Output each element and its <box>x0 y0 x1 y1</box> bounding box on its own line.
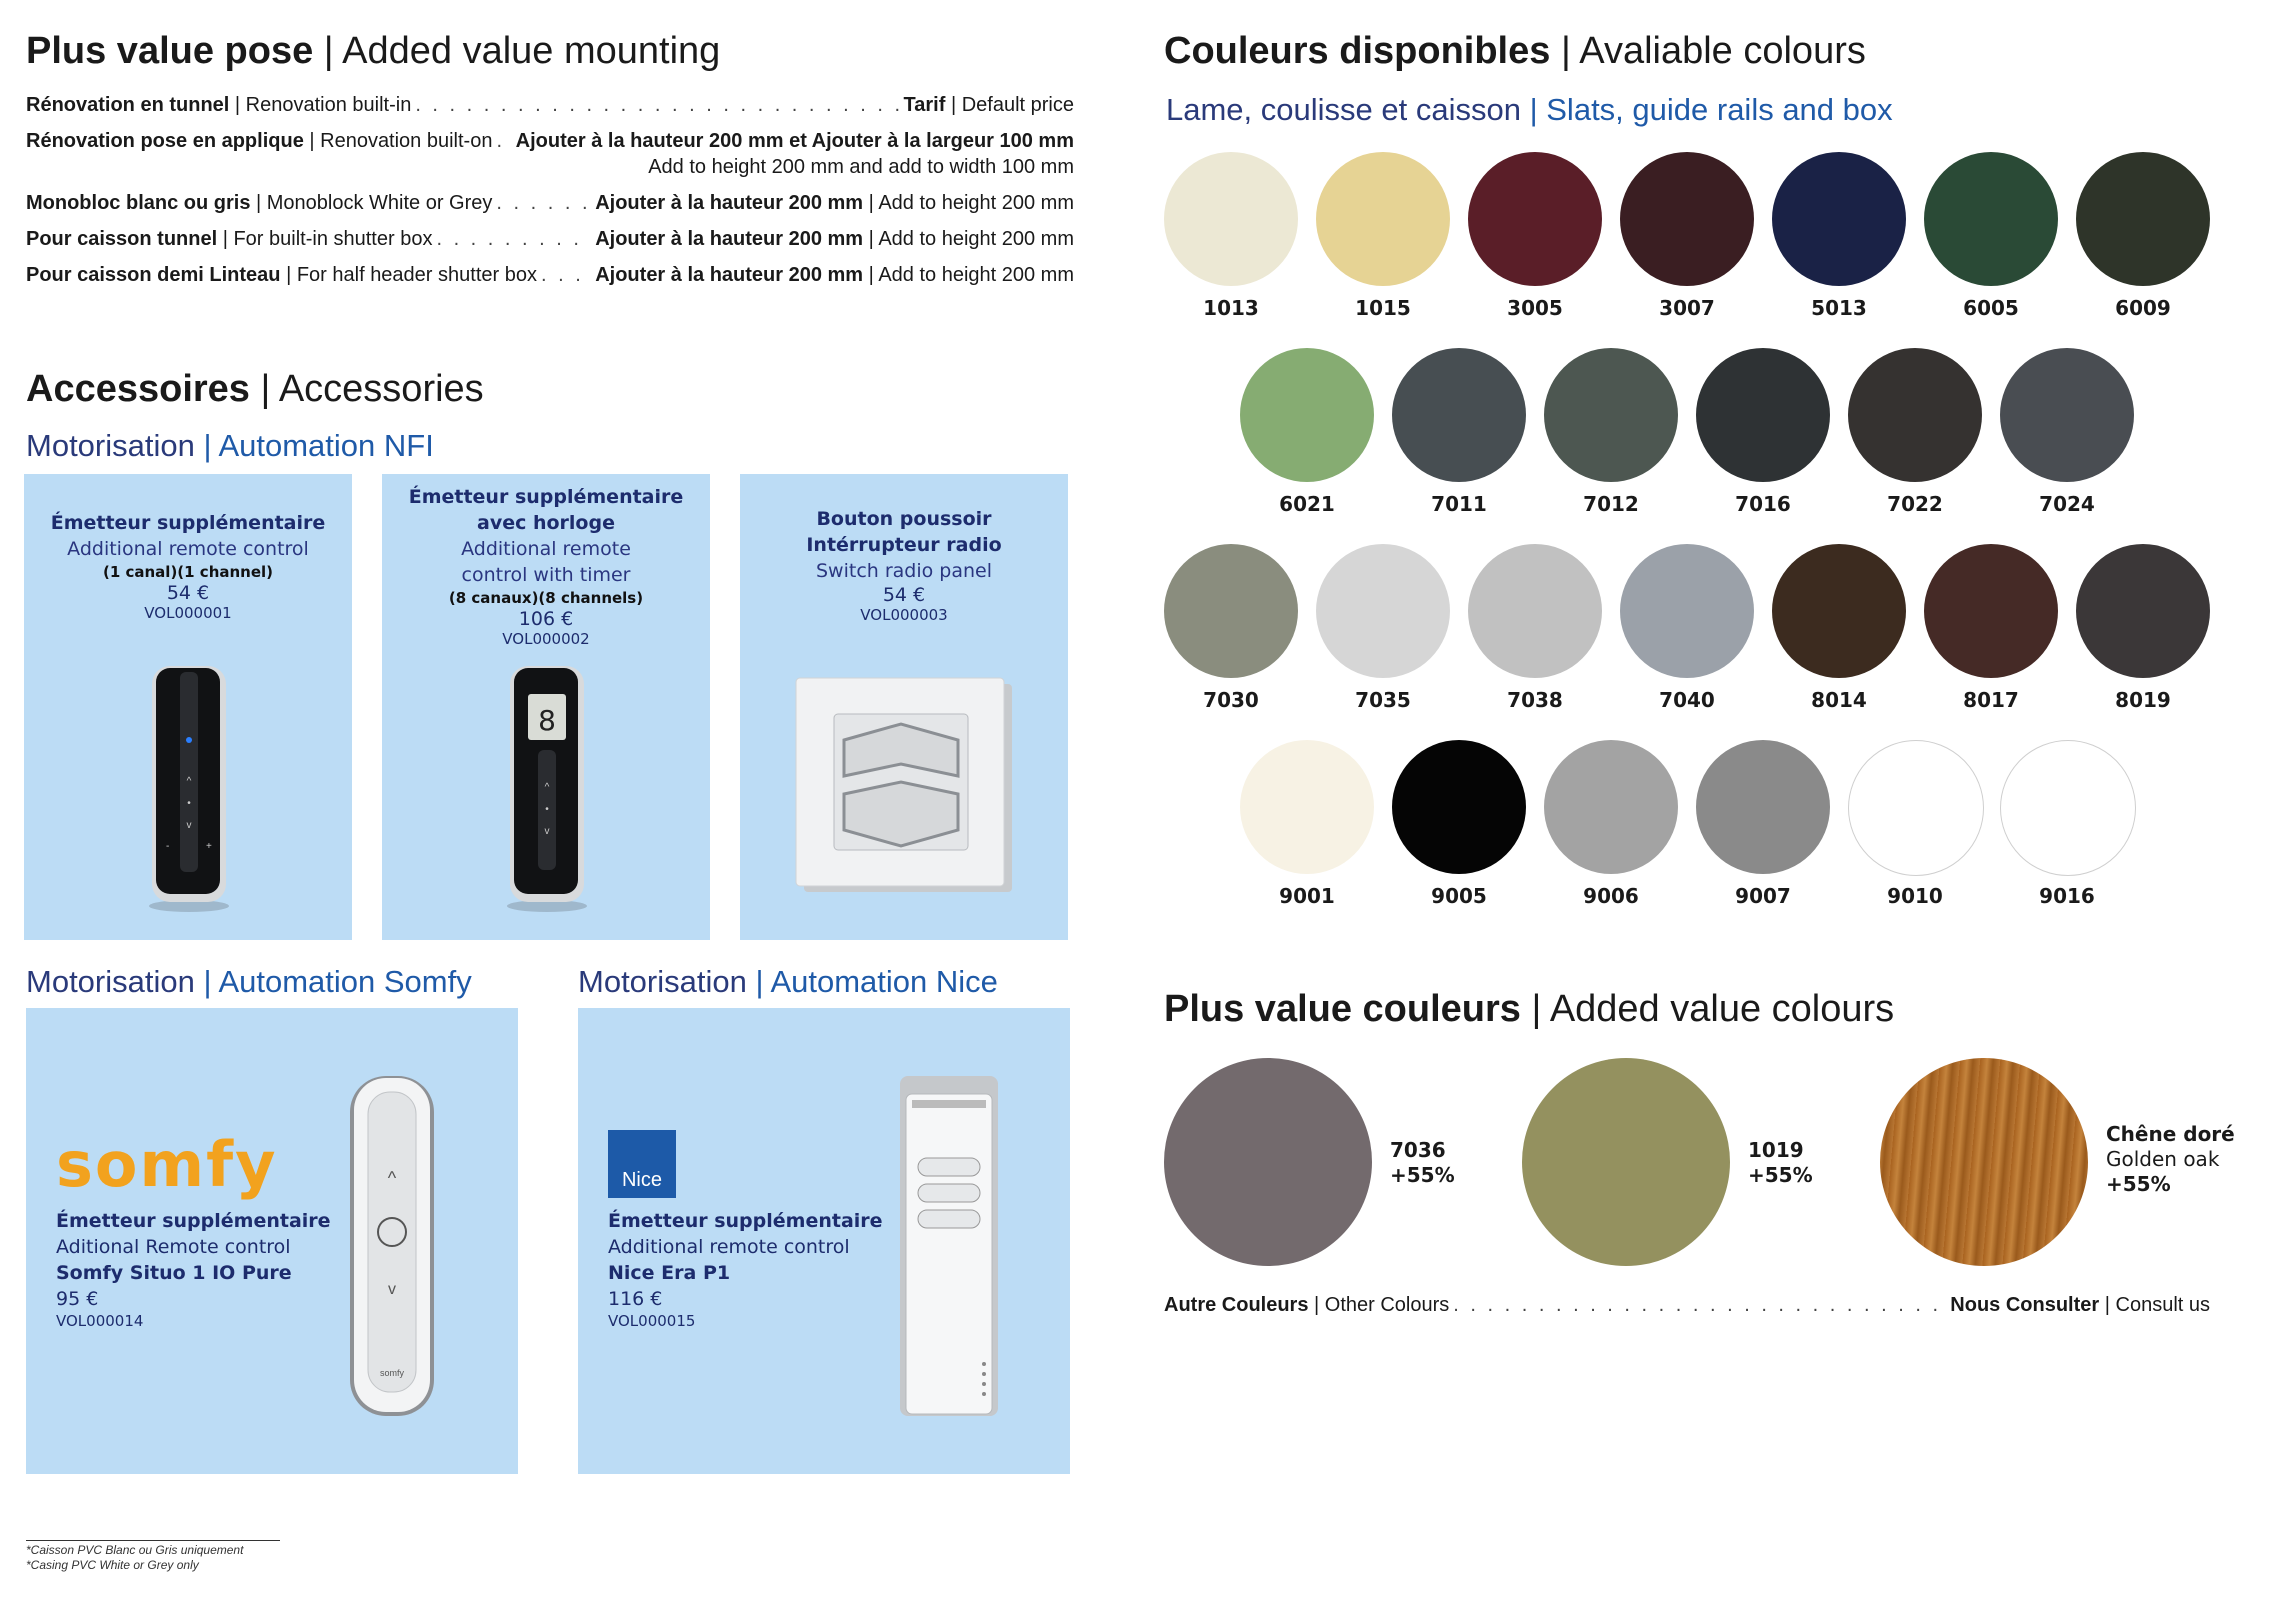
colour-swatch-code: 7011 <box>1431 492 1487 516</box>
mounting-row: Pour caisson demi Linteau | For half header shutter box . . . Ajouter à la hauteur 200 mm | Add to height 200 mm <box>26 264 1074 287</box>
colour-swatch-code: 6009 <box>2115 296 2171 320</box>
colour-swatch <box>1240 348 1374 482</box>
svg-text:^: ^ <box>186 776 192 787</box>
colour-swatch-code: 7038 <box>1507 688 1563 712</box>
footnote-en: *Casing PVC White or Grey only <box>26 1558 199 1572</box>
swatch-1019 <box>1522 1058 1730 1266</box>
colour-swatch <box>1772 152 1906 286</box>
svg-text:+: + <box>206 841 212 852</box>
colours-title: Couleurs disponibles | Avaliable colours <box>1164 30 1866 72</box>
mounting-title: Plus value pose | Added value mounting <box>26 30 721 72</box>
colour-swatch <box>1696 740 1830 874</box>
svg-text:^: ^ <box>387 1168 397 1188</box>
colour-swatch <box>2076 152 2210 286</box>
colour-swatch <box>1392 348 1526 482</box>
swatch-golden-oak-label: Chêne doré Golden oak +55% <box>2106 1122 2235 1196</box>
colour-swatch-code: 6021 <box>1279 492 1335 516</box>
other-colours-row: Autre Couleurs | Other Colours . . . Nous Consulter | Consult us <box>1164 1294 2210 1317</box>
colour-swatch-code: 7024 <box>2039 492 2095 516</box>
colour-swatch <box>1772 544 1906 678</box>
swatch-golden-oak <box>1880 1058 2088 1266</box>
colour-swatch-code: 3005 <box>1507 296 1563 320</box>
colour-swatch-code: 7022 <box>1887 492 1943 516</box>
colour-swatch <box>2076 544 2210 678</box>
colour-swatch-code: 9016 <box>2039 884 2095 908</box>
colour-swatch <box>1620 152 1754 286</box>
nice-subtitle: Motorisation | Automation Nice <box>578 964 998 999</box>
colour-swatch-code: 3007 <box>1659 296 1715 320</box>
mounting-row: Rénovation en tunnel | Renovation built-in . . . Tarif | Default price <box>26 94 1074 117</box>
remote-control-icon <box>146 664 232 914</box>
product-card-remote-timer: Émetteur supplémentaire avec horloge Additional remote control with timer (8 canaux)(8 channels) 106 € VOL000002 8 ^ • v <box>382 474 710 940</box>
svg-text:v: v <box>544 826 550 837</box>
colour-swatch <box>1544 740 1678 874</box>
mounting-row: Monobloc blanc ou gris | Monoblock White or Grey . . . Ajouter à la hauteur 200 mm | Add to height 200 mm <box>26 192 1074 215</box>
product-card-nice: Nice Émetteur supplémentaire Additional remote control Nice Era P1 116 € VOL000015 <box>578 1008 1070 1474</box>
colour-swatch-code: 5013 <box>1811 296 1867 320</box>
colour-swatch <box>1316 152 1450 286</box>
colour-swatch-code: 7016 <box>1735 492 1791 516</box>
mounting-row: Pour caisson tunnel | For built-in shutter box . . . Ajouter à la hauteur 200 mm | Add to height 200 mm <box>26 228 1074 251</box>
colour-swatch-code: 7035 <box>1355 688 1411 712</box>
colour-swatch <box>1240 740 1374 874</box>
colour-swatch <box>1316 544 1450 678</box>
svg-text:•: • <box>545 804 549 815</box>
colour-swatch <box>1164 544 1298 678</box>
product-card-push-button: Bouton poussoir Intérrupteur radio Switch radio panel 54 € VOL000003 <box>740 474 1068 940</box>
swatch-7036-label: 7036 +55% <box>1390 1138 1455 1187</box>
nfi-subtitle: Motorisation | Automation NFI <box>26 428 434 463</box>
colour-swatch <box>2000 348 2134 482</box>
svg-text:-: - <box>166 841 170 852</box>
colour-swatch-code: 1015 <box>1355 296 1411 320</box>
swatch-7036 <box>1164 1058 1372 1266</box>
colour-swatch-code: 9001 <box>1279 884 1335 908</box>
colour-swatch-code: 9007 <box>1735 884 1791 908</box>
colour-swatch <box>1544 348 1678 482</box>
colour-swatch-code: 9005 <box>1431 884 1487 908</box>
nice-remote-icon <box>894 1074 1004 1424</box>
colour-swatch-code: 8014 <box>1811 688 1867 712</box>
colour-swatch <box>1848 740 1984 876</box>
somfy-subtitle: Motorisation | Automation Somfy <box>26 964 472 999</box>
svg-text:v: v <box>186 820 192 831</box>
svg-text:^: ^ <box>544 782 550 793</box>
colour-swatch <box>1164 152 1298 286</box>
timer-remote-icon <box>504 664 590 914</box>
colour-swatch <box>1848 348 1982 482</box>
colour-swatch <box>1696 348 1830 482</box>
somfy-logo: somfy <box>56 1128 278 1201</box>
colour-swatch <box>1924 152 2058 286</box>
nice-logo: Nice <box>608 1130 676 1198</box>
colour-swatch <box>1468 544 1602 678</box>
svg-text:•: • <box>187 798 191 809</box>
footnote-fr: *Caisson PVC Blanc ou Gris uniquement <box>26 1540 280 1557</box>
colour-swatch <box>1620 544 1754 678</box>
colour-swatch-code: 7040 <box>1659 688 1715 712</box>
colour-swatch <box>1924 544 2058 678</box>
colour-swatch-code: 6005 <box>1963 296 2019 320</box>
colour-swatch-code: 7030 <box>1203 688 1259 712</box>
colour-swatch <box>1468 152 1602 286</box>
colour-swatch-code: 7012 <box>1583 492 1639 516</box>
svg-text:v: v <box>388 1281 396 1298</box>
colour-swatch-code: 8019 <box>2115 688 2171 712</box>
somfy-remote-icon <box>342 1074 442 1424</box>
colour-swatch <box>2000 740 2136 876</box>
colours-subtitle: Lame, coulisse et caisson | Slats, guide rails and box <box>1166 92 1893 127</box>
svg-text:8: 8 <box>538 704 556 737</box>
added-colours-title: Plus value couleurs | Added value colours <box>1164 988 1895 1030</box>
wall-switch-icon <box>790 674 1020 904</box>
swatch-1019-label: 1019 +55% <box>1748 1138 1813 1187</box>
mounting-row-subline: Add to height 200 mm and add to width 100 mm <box>648 156 1074 178</box>
colour-swatch-code: 8017 <box>1963 688 2019 712</box>
svg-text:somfy: somfy <box>379 1368 405 1378</box>
accessories-title: Accessoires | Accessories <box>26 368 484 410</box>
mounting-row: Rénovation pose en applique | Renovation built-on . . . Ajouter à la hauteur 200 mm et Ajouter à la largeur 100 mm <box>26 130 1074 153</box>
colour-swatch-code: 9010 <box>1887 884 1943 908</box>
product-card-remote-1ch: Émetteur supplémentaire Additional remote control (1 canal)(1 channel) 54 € VOL000001 ^ • v - + <box>24 474 352 940</box>
product-card-somfy: somfy Émetteur supplémentaire Aditional Remote control Somfy Situo 1 IO Pure 95 € VOL000014 ^ v somfy <box>26 1008 518 1474</box>
colour-swatch-code: 1013 <box>1203 296 1259 320</box>
colour-swatch-code: 9006 <box>1583 884 1639 908</box>
colour-swatch <box>1392 740 1526 874</box>
